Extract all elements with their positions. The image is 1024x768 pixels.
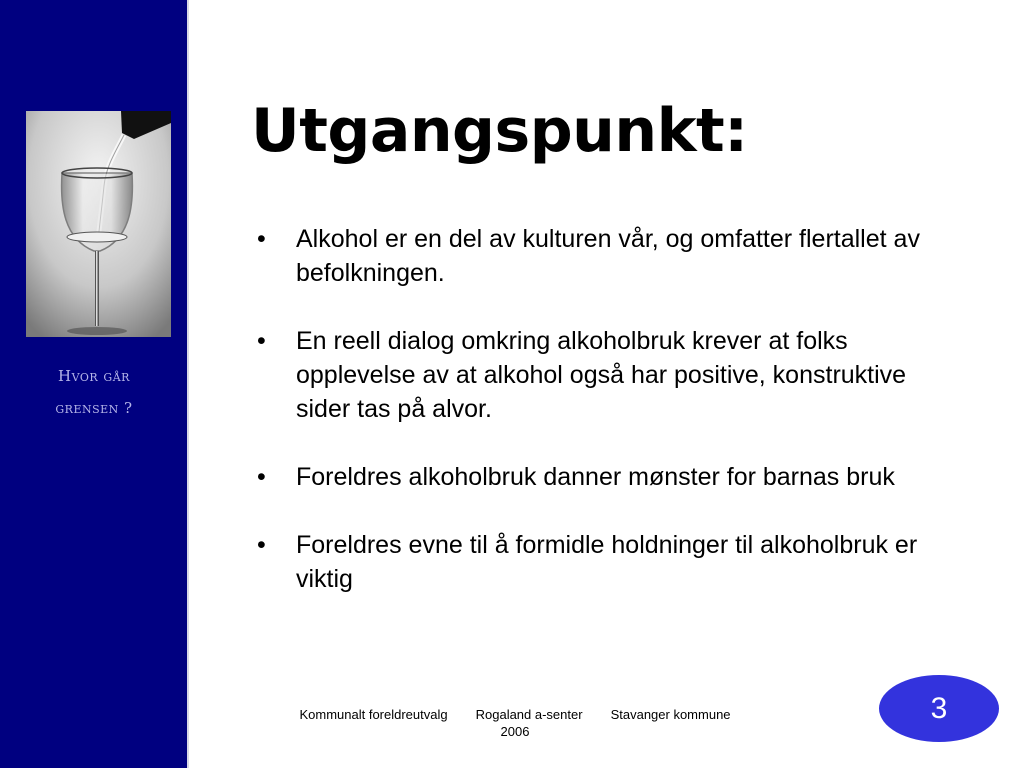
bullet-text: Foreldres alkoholbruk danner mønster for barnas bruk <box>296 463 895 491</box>
sidebar <box>0 0 188 768</box>
bullet-item <box>255 528 935 596</box>
tagline <box>0 360 188 424</box>
bullet-text: Foreldres evne til å formidle holdninger til alkoholbruk er viktig <box>296 531 918 593</box>
bullet-dot-icon: • <box>257 327 266 355</box>
bullet-item <box>255 460 935 494</box>
wine-glass-photo <box>26 111 171 337</box>
footer-year: 2006 <box>500 724 530 739</box>
bullet-text: Alkohol er en del av kulturen vår, og omfatter flertallet av befolkningen. <box>296 225 920 287</box>
bullet-text: En reell dialog omkring alkoholbruk krever at folks opplevelse av at alkohol også har positive, konstruktive sider tas på alvor. <box>296 327 907 423</box>
wine-glass-icon <box>26 111 171 337</box>
bullet-item <box>255 324 935 426</box>
footer-org-1: Kommunalt foreldreutvalg <box>299 707 448 722</box>
footer-orgs <box>270 706 760 723</box>
page-number-badge: 3 <box>879 675 999 742</box>
bullet-dot-icon: • <box>257 531 266 559</box>
footer <box>270 706 760 740</box>
bullet-dot-icon: • <box>257 463 266 491</box>
tagline-line-1: Hvor går <box>58 367 130 385</box>
bullet-list <box>255 222 935 630</box>
footer-org-3: Stavanger kommune <box>610 707 731 722</box>
sidebar-divider <box>187 0 189 768</box>
bullet-dot-icon: • <box>257 225 266 253</box>
bullet-item <box>255 222 935 290</box>
tagline-line-2: grensen ? <box>55 399 133 417</box>
footer-org-2: Rogaland a-senter <box>475 707 583 722</box>
slide-title: Utgangspunkt: <box>251 96 748 166</box>
